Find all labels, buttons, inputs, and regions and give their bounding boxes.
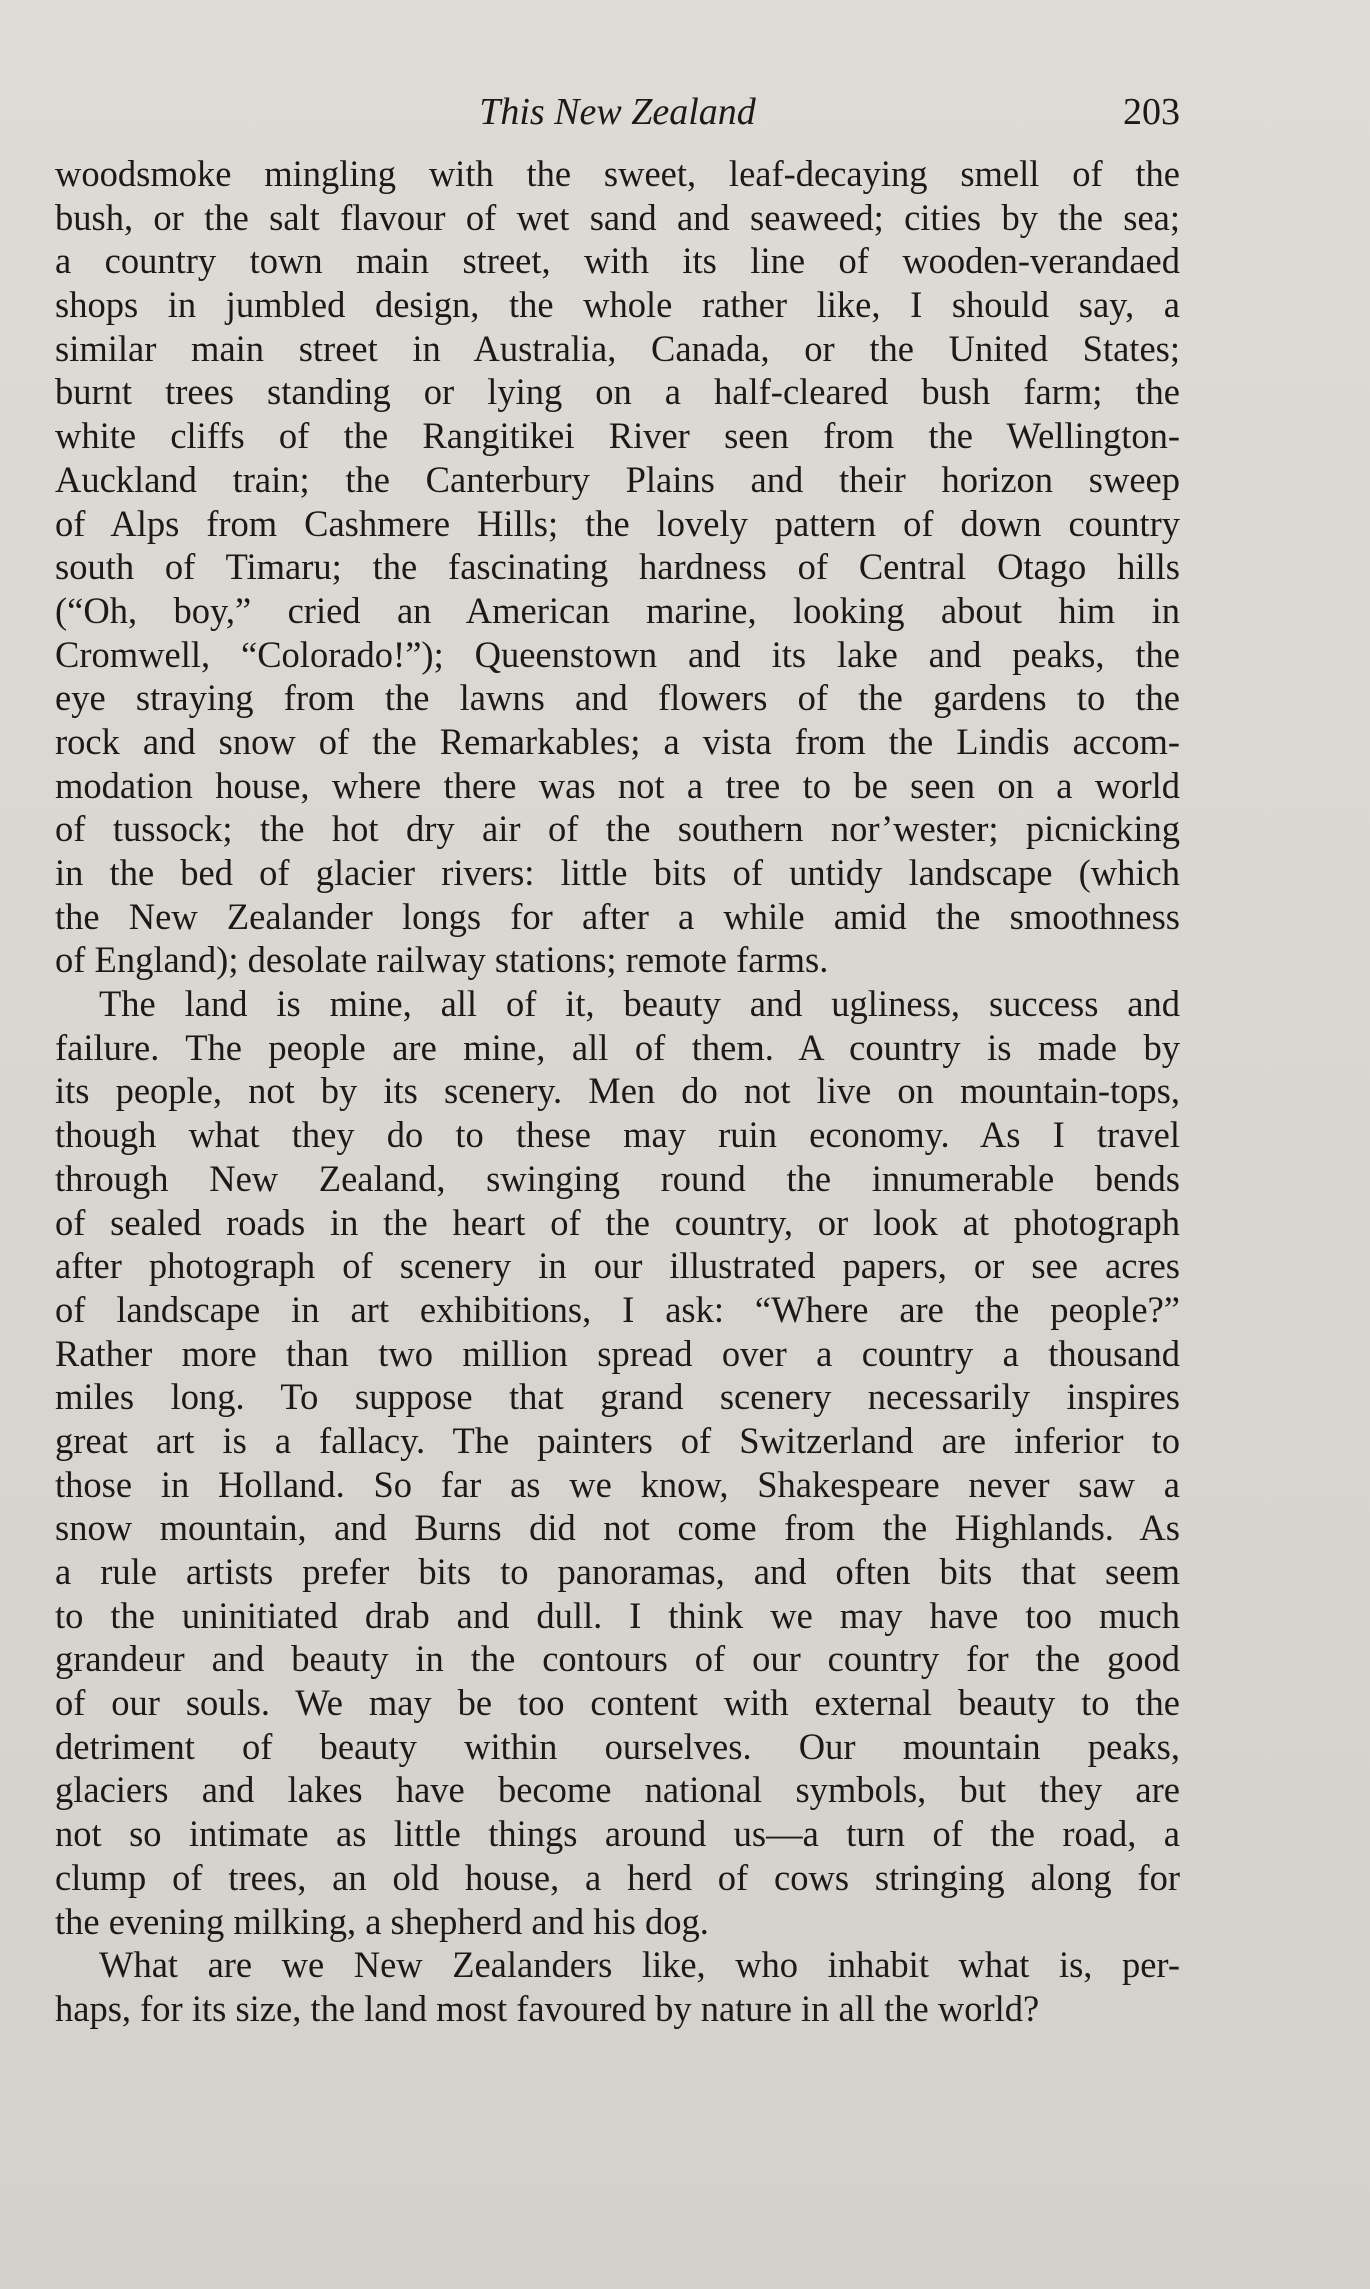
text-line: the New Zealander longs for after a while amid the smoothness [55, 895, 1180, 937]
text-line: Auckland train; the Canterbury Plains and their horizon sweep [55, 458, 1180, 500]
text-line: those in Holland. So far as we know, Shakespeare never saw a [55, 1463, 1180, 1505]
running-title: This New Zealand [479, 91, 756, 133]
text-line: (“Oh, boy,” cried an American marine, looking about him in [55, 589, 1180, 631]
text-line: to the uninitiated drab and dull. I think we may have too much [55, 1594, 1180, 1636]
text-line: south of Timaru; the fascinating hardness of Central Otago hills [55, 546, 1180, 588]
page-number: 203 [1123, 91, 1180, 133]
text-line: great art is a fallacy. The painters of Switzerland are inferior to [55, 1419, 1180, 1461]
text-line: haps, for its size, the land most favoured by nature in all the world? [55, 1987, 1040, 2029]
text-line: failure. The people are mine, all of them. A country is made by [55, 1026, 1180, 1068]
paragraph [55, 1943, 1180, 2030]
page-header [55, 88, 1180, 140]
text-line: burnt trees standing or lying on a half-cleared bush farm; the [55, 371, 1180, 413]
text-line: through New Zealand, swinging round the innumerable bends [55, 1157, 1180, 1199]
text-line: of Alps from Cashmere Hills; the lovely pattern of down country [55, 502, 1180, 544]
text-line: of England); desolate railway stations; remote farms. [55, 939, 829, 981]
text-line: grandeur and beauty in the contours of our country for the good [55, 1638, 1180, 1680]
text-line: shops in jumbled design, the whole rather like, I should say, a [55, 284, 1180, 326]
text-line: modation house, where there was not a tree to be seen on a world [55, 764, 1180, 806]
text-line: a country town main street, with its line of wooden-verandaed [55, 240, 1180, 282]
text-line: of tussock; the hot dry air of the southern nor’wester; picnicking [55, 808, 1180, 850]
text-line: eye straying from the lawns and flowers of the gardens to the [55, 677, 1180, 719]
text-line: not so intimate as little things around us—a turn of the road, a [55, 1813, 1180, 1855]
text-line: miles long. To suppose that grand scenery necessarily inspires [55, 1376, 1180, 1418]
body-text [55, 152, 1180, 2031]
text-line: glaciers and lakes have become national symbols, but they are [55, 1769, 1180, 1811]
text-line: a rule artists prefer bits to panoramas, and often bits that seem [55, 1551, 1180, 1592]
text-line: similar main street in Australia, Canada, or the United States; [55, 327, 1180, 369]
text-line: Rather more than two million spread over a country a thousand [55, 1332, 1180, 1374]
text-line: of sealed roads in the heart of the country, or look at photograph [55, 1201, 1180, 1243]
text-line: white cliffs of the Rangitikei River seen from the Wellington- [55, 415, 1180, 457]
text-line: rock and snow of the Remarkables; a vista from the Lindis accom- [55, 720, 1180, 762]
text-line: its people, not by its scenery. Men do not live on mountain-tops, [55, 1070, 1180, 1112]
text-line: woodsmoke mingling with the sweet, leaf-decaying smell of the [55, 153, 1180, 194]
text-line: though what they do to these may ruin economy. As I travel [55, 1114, 1180, 1156]
text-line: What are we New Zealanders like, who inhabit what is, per- [99, 1944, 1180, 1986]
text-line: in the bed of glacier rivers: little bits of untidy landscape (which [55, 852, 1180, 893]
text-line: bush, or the salt flavour of wet sand and seaweed; cities by the sea; [55, 196, 1180, 238]
text-line: snow mountain, and Burns did not come from the Highlands. As [55, 1507, 1180, 1549]
text-line: of landscape in art exhibitions, I ask: “Where are the people?” [55, 1288, 1180, 1330]
text-line: detriment of beauty within ourselves. Our mountain peaks, [55, 1725, 1180, 1767]
text-line: clump of trees, an old house, a herd of cows stringing along for [55, 1856, 1180, 1898]
paragraph [55, 982, 1180, 1943]
text-line: Cromwell, “Colorado!”); Queenstown and its lake and peaks, the [55, 633, 1180, 675]
text-line: of our souls. We may be too content with external beauty to the [55, 1682, 1180, 1724]
paragraph [55, 152, 1180, 982]
text-line: after photograph of scenery in our illustrated papers, or see acres [55, 1245, 1180, 1287]
text-line: the evening milking, a shepherd and his dog. [55, 1900, 709, 1942]
text-line: The land is mine, all of it, beauty and ugliness, success and [99, 983, 1180, 1025]
